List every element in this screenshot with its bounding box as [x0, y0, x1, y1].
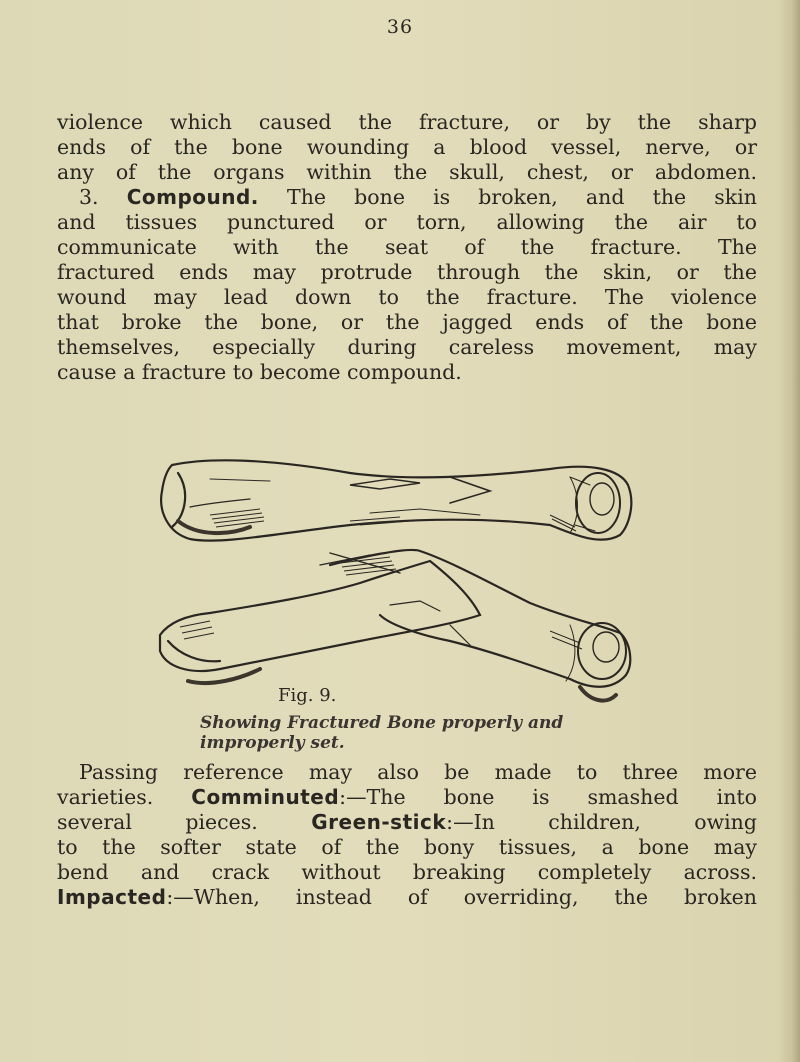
- text-line: [57, 785, 757, 810]
- term-green-stick: Green-stick: [311, 810, 447, 834]
- text-line: [57, 810, 757, 835]
- text-line: fractured ends may protrude through the skin, or the: [57, 260, 757, 284]
- text-line: violence which caused the fracture, or by the sharp: [57, 110, 757, 134]
- term-comminuted: Comminuted: [191, 785, 340, 809]
- text-line: ends of the bone wounding a blood vessel, nerve, or: [57, 135, 757, 159]
- text-span: :—The bone is smashed into: [339, 785, 757, 809]
- fractured-bone-illustration: [150, 455, 640, 711]
- section-number: 3.: [79, 185, 99, 209]
- text-span: several pieces.: [57, 810, 258, 834]
- figure-caption: Showing Fractured Bone properly and improperly set.: [200, 713, 564, 753]
- text-line: that broke the bone, or the jagged ends of the bone: [57, 310, 757, 334]
- text-line: Passing reference may also be made to three more: [79, 760, 757, 784]
- text-line: bend and crack without breaking completely across.: [57, 860, 757, 884]
- text-line: [57, 885, 757, 910]
- text-line: any of the organs within the skull, chest, or abdomen.: [57, 160, 757, 184]
- text-span: varieties.: [57, 785, 154, 809]
- text-line: cause a fracture to become compound.: [57, 360, 462, 384]
- top-paragraph: [57, 110, 757, 385]
- page-number: 36: [386, 16, 414, 38]
- page-edge-shadow: [778, 0, 800, 1062]
- text-line: wound may lead down to the fracture. The violence: [57, 285, 757, 309]
- text-line: communicate with the seat of the fracture. The: [57, 235, 757, 259]
- text-span: :—When, instead of overriding, the broken: [166, 885, 757, 909]
- bottom-paragraph: [57, 760, 757, 910]
- text-span: :—In children, owing: [446, 810, 757, 834]
- term-compound: Compound.: [126, 185, 259, 209]
- figure-label: Fig. 9.: [278, 685, 337, 706]
- text-line: and tissues punctured or torn, allowing the air to: [57, 210, 757, 234]
- text-line: [57, 185, 757, 210]
- text-span: The bone is broken, and the skin: [287, 185, 757, 209]
- text-line: to the softer state of the bony tissues, a bone may: [57, 835, 757, 859]
- text-line: themselves, especially during careless movement, may: [57, 335, 757, 359]
- term-impacted: Impacted: [57, 885, 167, 909]
